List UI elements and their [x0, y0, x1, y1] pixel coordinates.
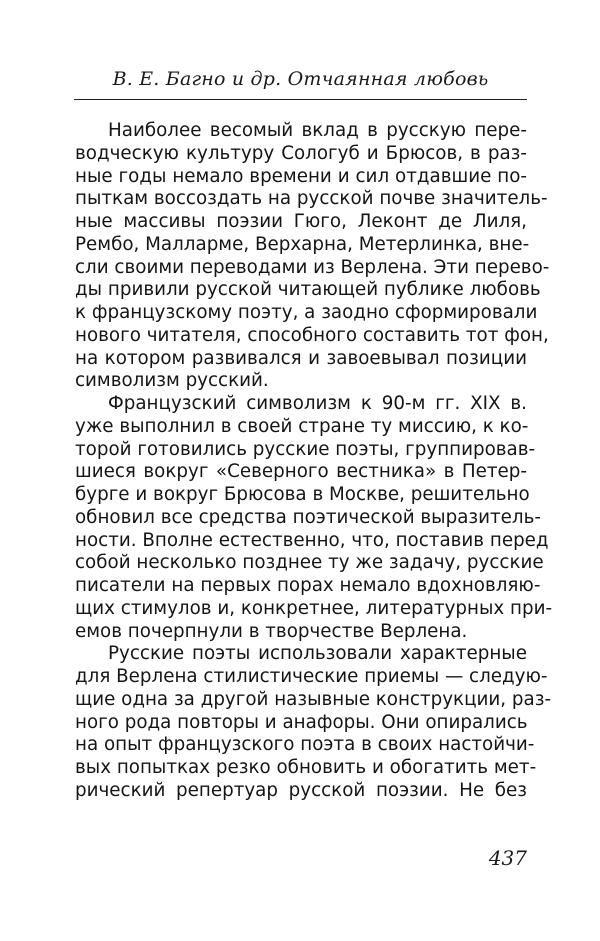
text-line: на котором развивался и завоевывал позиции — [75, 347, 527, 369]
text-line: торой готовились русские поэты, группировав- — [75, 438, 536, 460]
text-line: Французский символизм к 90-м гг. XIX в. — [108, 393, 527, 414]
text-line: Наиболее весомый вклад в русскую пере- — [108, 120, 527, 141]
text-line: бурге и вокруг Брюсова в Москве, решительно — [75, 484, 530, 505]
page-number: 437 — [488, 846, 527, 870]
text-line: к французскому поэту, а заодно сформировали — [75, 302, 538, 323]
text-line: ные годы немало времени и сил отдавшие по- — [75, 165, 527, 187]
text-line: шиеся вокруг «Северного вестника» в Петер- — [75, 461, 527, 483]
header-rule — [74, 99, 527, 100]
text-line: емов почерпнули в творчестве Верлена. — [75, 620, 468, 642]
text-line: нового читателя, способного составить тот фон, — [75, 324, 549, 346]
text-line: писатели на первых порах немало вдохновляю- — [75, 575, 541, 596]
text-line: собой несколько позднее ту же задачу, русские — [75, 552, 544, 574]
text-line: щие одна за другой назывные конструкции, раз- — [75, 688, 552, 710]
text-line: уже выполнил в своей стране ту миссию, к ко- — [75, 415, 529, 437]
text-line: ды привили русской читающей публике любовь — [75, 279, 541, 301]
text-line: ные массивы поэзии Гюго, Леконт де Лиля, — [75, 211, 527, 232]
text-line: ности. Вполне естественно, что, поставив перед — [75, 529, 549, 551]
text-line: ного рода повторы и анафоры. Они опирались — [75, 711, 528, 733]
text-line: Рембо, Малларме, Верхарна, Метерлинка, вне- — [75, 233, 530, 255]
paragraph — [75, 393, 553, 643]
text-line: Русские поэты использовали характерные — [108, 643, 527, 665]
text-line: рический репертуар русской поэзии. Не без — [75, 779, 527, 801]
text-line: щих стимулов и, конкретнее, литературных при- — [75, 597, 553, 619]
text-line: символизм русский. — [75, 370, 269, 392]
text-line: пыткам воссоздать на русской почве значитель- — [75, 188, 548, 210]
paragraph — [75, 643, 552, 802]
text-line: вых попытках резко обновить и обогатить мет- — [75, 757, 537, 778]
text-line: для Верлена стилистические приемы — следую- — [75, 666, 548, 687]
text-line: водческую культуру Сологуб и Брюсов, в раз- — [75, 142, 527, 164]
running-head: В. Е. Багно и др. Отчаянная любовь — [112, 68, 489, 90]
text-line: обновил все средства поэтической выразитель- — [75, 506, 541, 528]
text-line: на опыт французского поэта в своих настойчи- — [75, 734, 535, 756]
paragraph — [75, 120, 550, 393]
text-line: сли своими переводами из Верлена. Эти перево- — [75, 256, 550, 278]
body-text — [75, 120, 553, 803]
